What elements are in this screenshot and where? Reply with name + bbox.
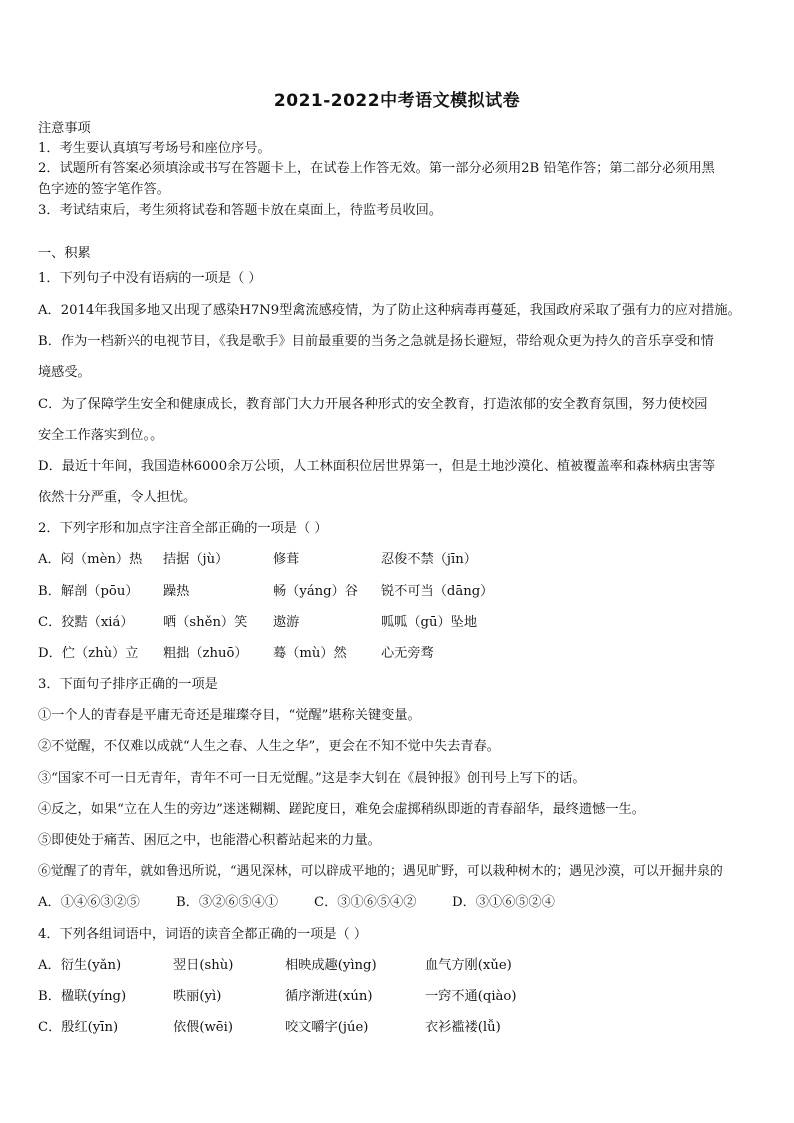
option-cell: 修葺	[273, 552, 300, 567]
option-cell: 躁热	[163, 584, 190, 599]
option-cell: 哂（shěn）笑	[163, 615, 248, 630]
option-cell: B．③②⑥⑤④①	[176, 895, 279, 910]
option-row	[38, 583, 756, 601]
option-cell: B．楹联(yíng)	[38, 989, 127, 1004]
option-cell: 咬文嚼字(júe)	[285, 1020, 369, 1035]
option-cell: 衣衫褴褛(lǚ)	[425, 1020, 501, 1035]
option-row	[38, 894, 756, 912]
question-option: 安全工作落实到位。。	[38, 428, 164, 443]
option-cell: D．伫（zhù）立	[38, 646, 139, 661]
option-row	[38, 614, 756, 632]
option-cell: 锐不可当（dāng）	[381, 584, 494, 599]
option-cell: 依偎(wēi)	[173, 1020, 233, 1035]
option-cell: C．殷红(yīn)	[38, 1020, 119, 1035]
notice-item: 色字迹的签字笔作答。	[38, 182, 170, 197]
option-cell: A．①④⑥③②⑤	[38, 895, 140, 910]
question-stem: 4．下列各组词语中，词语的读音全都正确的一项是（ ）	[38, 927, 368, 942]
option-cell: 翌日(shù)	[173, 958, 234, 973]
notice-item: 2．试题所有答案必须填涂或书写在答题卡上，在试卷上作答无效。第一部分必须用2B 铅笔作答；第二部分必须用黑	[38, 161, 715, 176]
notice-item: 3．考试结束后，考生须将试卷和答题卡放在桌面上，待监考员收回。	[38, 203, 443, 218]
option-cell: 血气方刚(xǔe)	[425, 958, 512, 973]
option-cell: 遨游	[273, 615, 300, 630]
sentence-item: ⑤即使处于痛苦、困厄之中，也能潜心积蓄站起来的力量。	[38, 833, 381, 848]
sentence-item: ⑥觉醒了的青年，就如鲁迅所说，“遇见深林，可以辟成平地的；遇见旷野，可以栽种树木的；遇见沙漠，可以开掘井泉的	[38, 864, 723, 879]
question-option: B．作为一档新兴的电视节目，《我是歌手》目前最重要的当务之急就是扬长避短，带给观众更为持久的音乐享受和情	[38, 334, 714, 349]
option-cell: 一窍不通(qiào)	[425, 989, 517, 1004]
question-stem: 2．下列字形和加点字注音全部正确的一项是（ ）	[38, 521, 328, 536]
option-row	[38, 957, 756, 975]
question-option: 依然十分严重，令人担忧。	[38, 490, 197, 505]
option-row	[38, 551, 756, 569]
option-cell: 蓦（mù）然	[273, 646, 347, 661]
option-cell: 忍俊不禁（jīn）	[381, 552, 477, 567]
page-title: 2021-2022中考语文模拟试卷	[273, 91, 521, 111]
option-cell: D．③①⑥⑤②④	[452, 895, 555, 910]
option-cell: 昳丽(yì)	[173, 989, 222, 1004]
question-stem: 1．下列句子中没有语病的一项是（ ）	[38, 271, 262, 286]
sentence-item: ③“国家不可一日无青年，青年不可一日无觉醒。”这是李大钊在《晨钟报》创刊号上写下的话。	[38, 771, 586, 786]
option-row	[38, 988, 756, 1006]
question-option: 境感受。	[38, 365, 91, 380]
question-option: D．最近十年间，我国造林6000余万公顷，人工林面积位居世界第一，但是土地沙漠化、植被覆盖率和森林病虫害等	[38, 459, 716, 474]
option-cell: A．衍生(yǎn)	[38, 958, 122, 973]
section-heading: 一、积累	[38, 246, 91, 261]
notice-item: 1．考生要认真填写考场号和座位序号。	[38, 141, 271, 156]
question-option: A．2014年我国多地又出现了感染H7N9型禽流感疫情，为了防止这种病毒再蔓延，我国政府采取了强有力的应对措施。	[38, 303, 741, 318]
question-stem: 3．下面句子排序正确的一项是	[38, 677, 218, 692]
option-cell: C．狡黠（xiá）	[38, 615, 134, 630]
option-cell: B．解剖（pōu）	[38, 584, 139, 599]
option-cell: 畅（yáng）谷	[273, 584, 358, 599]
sentence-item: ①一个人的青春是平庸无奇还是璀璨夺目，“觉醒”堪称关键变量。	[38, 708, 421, 723]
notice-heading: 注意事项	[38, 121, 91, 136]
option-cell: A．闷（mèn）热	[38, 552, 143, 567]
option-cell: 相映成趣(yìng)	[285, 958, 377, 973]
option-cell: C．③①⑥⑤④②	[314, 895, 417, 910]
option-cell: 粗拙（zhuō）	[163, 646, 248, 661]
option-cell: 呱呱（gū）坠地	[381, 615, 478, 630]
option-row	[38, 1019, 756, 1037]
sentence-item: ④反之，如果“立在人生的旁边”迷迷糊糊、蹉跎度日，难免会虚掷稍纵即逝的青春韶华，最终遗憾一生。	[38, 802, 645, 817]
option-row	[38, 645, 756, 663]
option-cell: 心无旁骛	[381, 646, 434, 661]
option-cell: 循序渐进(xún)	[285, 989, 373, 1004]
option-cell: 拮据（jù）	[163, 552, 229, 567]
question-option: C．为了保障学生安全和健康成长，教育部门大力开展各种形式的安全教育，打造浓郁的安全教育氛围，努力使校园	[38, 397, 708, 412]
sentence-item: ②不觉醒，不仅难以成就“人生之春、人生之华”，更会在不知不觉中失去青春。	[38, 739, 500, 754]
